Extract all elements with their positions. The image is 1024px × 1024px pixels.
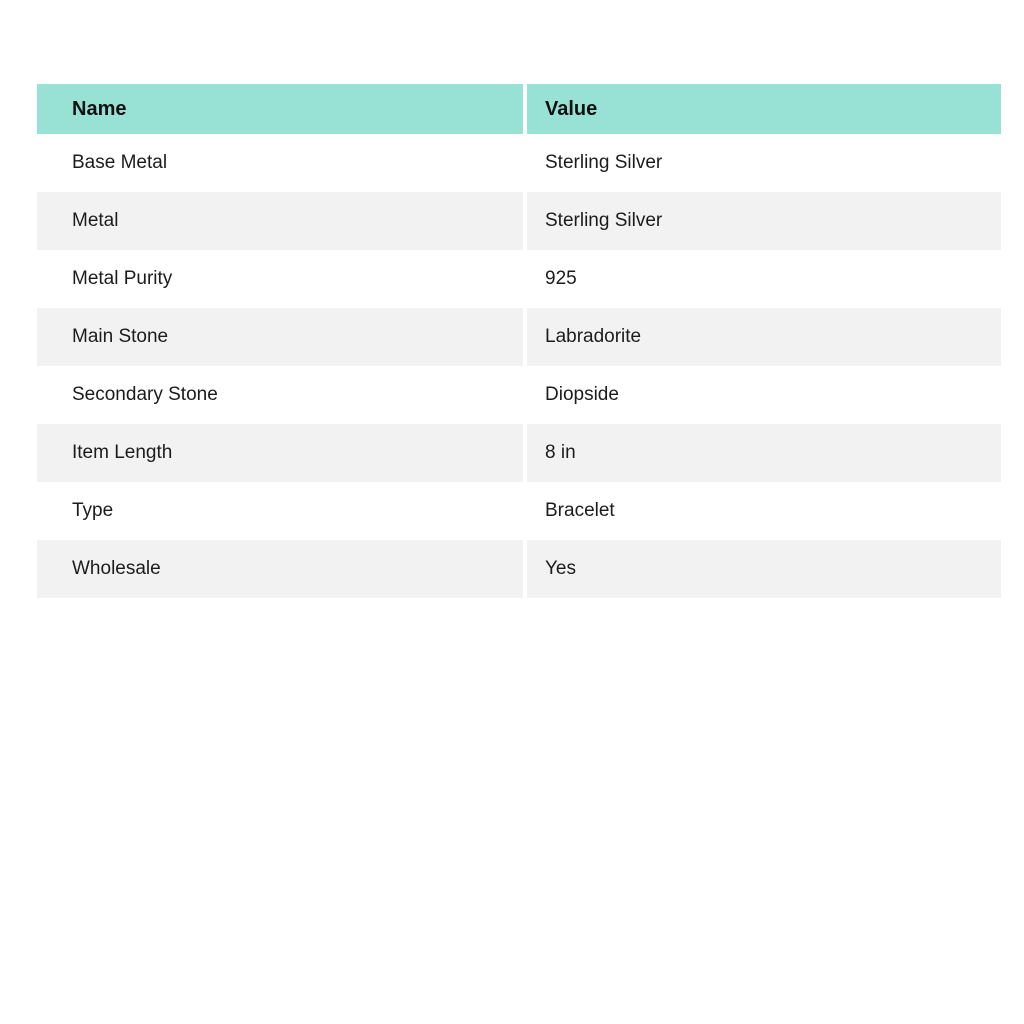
- table-row: [37, 540, 1001, 598]
- header-cell-value: [527, 84, 1001, 134]
- table-row: [37, 250, 1001, 308]
- attribute-value: Diopside: [545, 384, 619, 405]
- attribute-name: Wholesale: [72, 558, 161, 579]
- attribute-value-cell: [527, 366, 1001, 424]
- attribute-name: Secondary Stone: [72, 384, 218, 405]
- attribute-name-cell: [37, 308, 523, 366]
- attribute-name-cell: [37, 134, 523, 192]
- table-row: [37, 482, 1001, 540]
- attribute-value: 925: [545, 268, 577, 289]
- attribute-value: Bracelet: [545, 500, 615, 521]
- attribute-value: Sterling Silver: [545, 210, 663, 231]
- attribute-value-cell: [527, 192, 1001, 250]
- attribute-name-cell: [37, 192, 523, 250]
- table-row: [37, 192, 1001, 250]
- table-row: [37, 366, 1001, 424]
- attribute-name: Item Length: [72, 442, 173, 463]
- attribute-value: 8 in: [545, 442, 576, 463]
- attribute-value-cell: [527, 540, 1001, 598]
- attribute-name-cell: [37, 250, 523, 308]
- attribute-value-cell: [527, 482, 1001, 540]
- attribute-name-cell: [37, 540, 523, 598]
- table-header-row: [37, 84, 1001, 134]
- table-row: [37, 308, 1001, 366]
- attribute-value: Yes: [545, 558, 576, 579]
- attribute-value-cell: [527, 424, 1001, 482]
- attribute-name-cell: [37, 482, 523, 540]
- table-row: [37, 424, 1001, 482]
- attribute-name: Base Metal: [72, 152, 168, 173]
- attribute-name: Main Stone: [72, 326, 169, 347]
- attribute-name-cell: [37, 366, 523, 424]
- attribute-name: Type: [72, 500, 114, 521]
- attribute-value-cell: [527, 250, 1001, 308]
- attribute-name: Metal Purity: [72, 268, 173, 289]
- attribute-value: Labradorite: [545, 326, 642, 347]
- attribute-name: Metal: [72, 210, 119, 231]
- table-row: [37, 134, 1001, 192]
- attribute-value-cell: [527, 308, 1001, 366]
- header-value-label: Value: [545, 97, 598, 120]
- product-specifications-table: [37, 84, 1001, 598]
- attribute-value: Sterling Silver: [545, 152, 663, 173]
- header-cell-name: [37, 84, 523, 134]
- attribute-name-cell: [37, 424, 523, 482]
- header-name-label: Name: [72, 97, 127, 120]
- attribute-value-cell: [527, 134, 1001, 192]
